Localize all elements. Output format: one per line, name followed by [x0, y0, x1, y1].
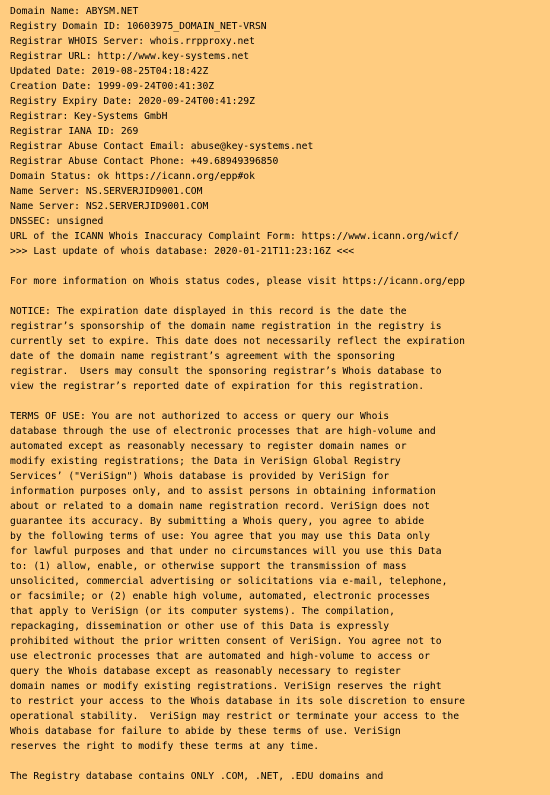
whois-line: operational stability. VeriSign may restrict or terminate your access to the	[10, 711, 460, 722]
whois-line	[10, 289, 540, 304]
whois-line: Registry Expiry Date: 2020-09-24T00:41:29Z	[10, 96, 255, 107]
whois-line: Registrar Abuse Contact Phone: +49.68949396850	[10, 156, 279, 167]
whois-line	[10, 394, 540, 409]
whois-line: use electronic processes that are automated and high-volume to access or	[10, 651, 430, 662]
whois-line: database through the use of electronic processes that are high-volume and	[10, 426, 436, 437]
whois-line: registrar’s sponsorship of the domain name registration in the registry is	[10, 321, 442, 332]
whois-line: Creation Date: 1999-09-24T00:41:30Z	[10, 81, 215, 92]
whois-line: reserves the right to modify these terms at any time.	[10, 741, 320, 752]
whois-line: date of the domain name registrant’s agreement with the sponsoring	[10, 351, 395, 362]
whois-line: for lawful purposes and that under no circumstances will you use this Data	[10, 546, 442, 557]
whois-line: to restrict your access to the Whois database in its sole discretion to ensure	[10, 696, 465, 707]
whois-line: about or related to a domain name registration record. VeriSign does not	[10, 501, 430, 512]
whois-line: Name Server: NS.SERVERJID9001.COM	[10, 186, 203, 197]
whois-line: For more information on Whois status codes, please visit https://icann.org/epp	[10, 276, 465, 287]
whois-line: repackaging, dissemination or other use of this Data is expressly	[10, 621, 390, 632]
whois-line: NOTICE: The expiration date displayed in this record is the date the	[10, 306, 407, 317]
whois-line: information purposes only, and to assist persons in obtaining information	[10, 486, 436, 497]
whois-line: Registry Domain ID: 10603975_DOMAIN_NET-VRSN	[10, 21, 267, 32]
whois-line: Registrar IANA ID: 269	[10, 126, 139, 137]
whois-line: registrar. Users may consult the sponsoring registrar’s Whois database to	[10, 366, 442, 377]
whois-line: Registrar Abuse Contact Email: abuse@key-systems.net	[10, 141, 314, 152]
whois-line: Updated Date: 2019-08-25T04:18:42Z	[10, 66, 209, 77]
whois-line: URL of the ICANN Whois Inaccuracy Complaint Form: https://www.icann.org/wicf/	[10, 231, 460, 242]
whois-line: TERMS OF USE: You are not authorized to access or query our Whois	[10, 411, 390, 422]
whois-line: >>> Last update of whois database: 2020-01-21T11:23:16Z <<<	[10, 246, 355, 257]
whois-line	[10, 754, 540, 769]
whois-line: Registrar URL: http://www.key-systems.net	[10, 51, 250, 62]
whois-line: Name Server: NS2.SERVERJID9001.COM	[10, 201, 209, 212]
whois-line: or facsimile; or (2) enable high volume, automated, electronic processes	[10, 591, 430, 602]
whois-line: to: (1) allow, enable, or otherwise support the transmission of mass	[10, 561, 407, 572]
whois-line: Domain Name: ABYSM.NET	[10, 6, 139, 17]
whois-line: query the Whois database except as reasonably necessary to register	[10, 666, 401, 677]
whois-line: The Registry database contains ONLY .COM, .NET, .EDU domains and	[10, 771, 384, 782]
whois-line: by the following terms of use: You agree that you may use this Data only	[10, 531, 430, 542]
whois-line: automated except as reasonably necessary to register domain names or	[10, 441, 407, 452]
whois-line: Services’ ("VeriSign") Whois database is provided by VeriSign for	[10, 471, 390, 482]
whois-line: guarantee its accuracy. By submitting a Whois query, you agree to abide	[10, 516, 425, 527]
whois-line: unsolicited, commercial advertising or solicitations via e-mail, telephone,	[10, 576, 448, 587]
whois-line: that apply to VeriSign (or its computer systems). The compilation,	[10, 606, 395, 617]
whois-line: currently set to expire. This date does not necessarily reflect the expiration	[10, 336, 465, 347]
whois-line: Whois database for failure to abide by these terms of use. VeriSign	[10, 726, 401, 737]
whois-line: Registrar: Key-Systems GmbH	[10, 111, 168, 122]
whois-line	[10, 259, 540, 274]
whois-line: view the registrar’s reported date of expiration for this registration.	[10, 381, 425, 392]
whois-line: prohibited without the prior written consent of VeriSign. You agree not to	[10, 636, 442, 647]
whois-line: modify existing registrations; the Data in VeriSign Global Registry	[10, 456, 401, 467]
whois-line: Domain Status: ok https://icann.org/epp#ok	[10, 171, 255, 182]
whois-line: domain names or modify existing registrations. VeriSign reserves the right	[10, 681, 442, 692]
whois-line: Registrar WHOIS Server: whois.rrpproxy.net	[10, 36, 255, 47]
whois-line: DNSSEC: unsigned	[10, 216, 104, 227]
